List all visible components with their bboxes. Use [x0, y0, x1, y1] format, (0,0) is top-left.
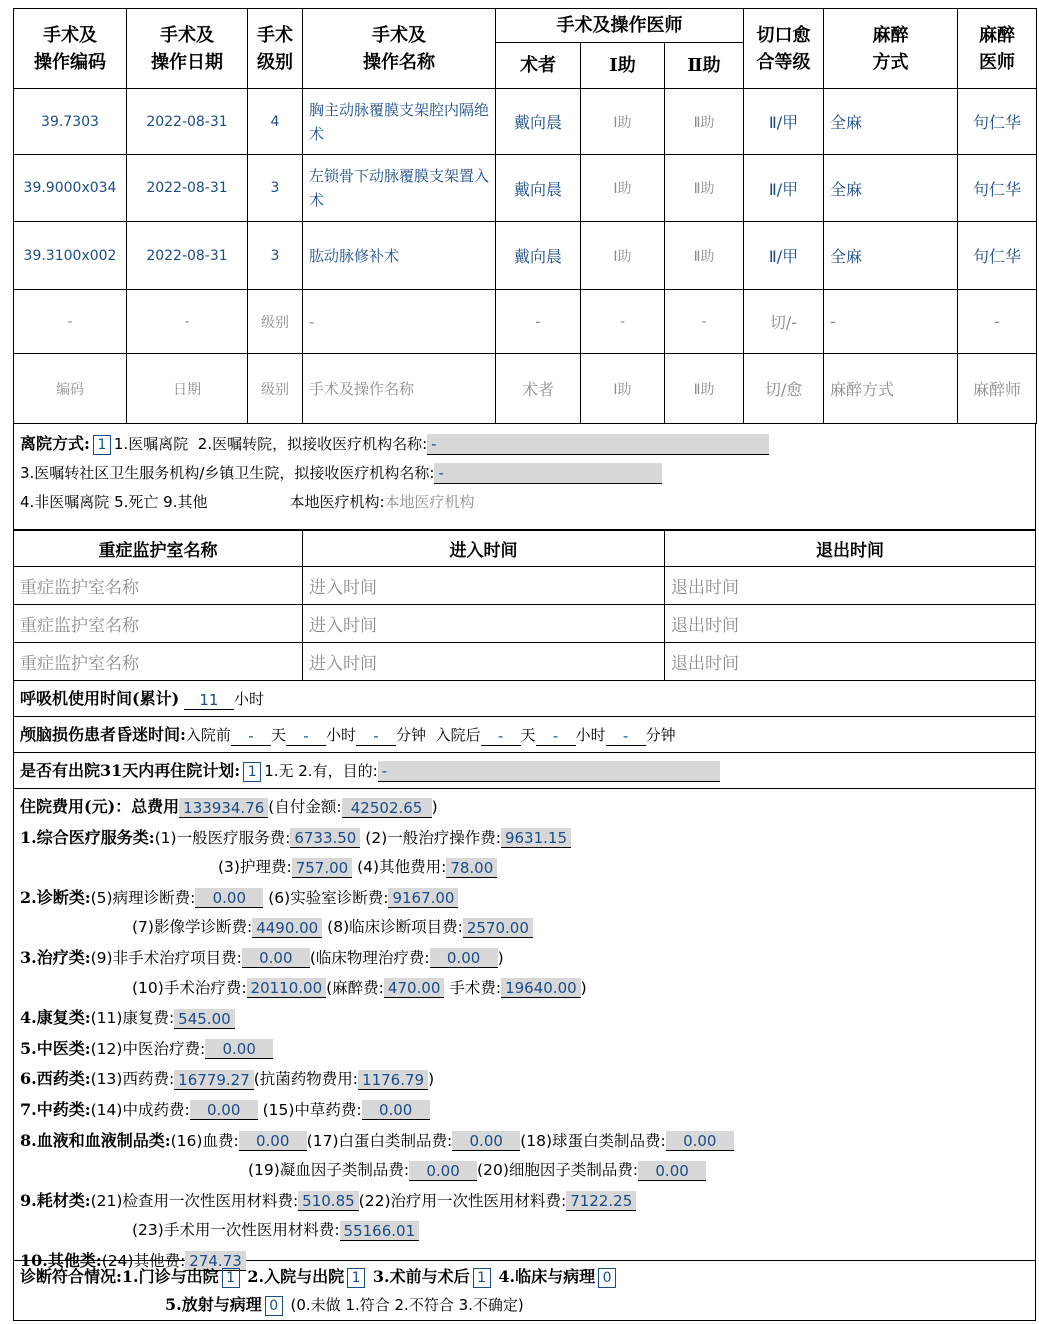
- paren-close: ): [580, 978, 587, 997]
- surgery-anes-doctor-cell[interactable]: 句仁华: [958, 89, 1037, 155]
- cost-item-label: (23)手术用一次性医用材料费:: [132, 1221, 340, 1240]
- coma-label: 颅脑损伤患者昏迷时间:: [20, 725, 186, 744]
- unit-day: 天: [270, 726, 286, 744]
- surgery-anes-method-cell[interactable]: 全麻: [824, 222, 958, 290]
- discharge-opt2: 2.医嘱转院，拟接收医疗机构名称:: [197, 435, 428, 453]
- surgery-asst2-cell[interactable]: Ⅱ助: [665, 89, 744, 155]
- icu-out-field[interactable]: 退出时间: [665, 567, 1036, 605]
- cost-field[interactable]: 6733.50: [290, 828, 360, 848]
- icu-name-field[interactable]: 重症监护室名称: [14, 567, 303, 605]
- diag-field[interactable]: 0: [598, 1268, 616, 1288]
- cost-field[interactable]: 0.00: [362, 1100, 430, 1120]
- cost-item-label: (18)球蛋白类制品费:: [520, 1131, 666, 1150]
- cost-field[interactable]: 9631.15: [501, 828, 571, 848]
- local-institution-label: 本地医疗机构:: [289, 493, 385, 511]
- surgery-incision-cell[interactable]: Ⅱ/甲: [744, 222, 824, 290]
- costs-section: [13, 789, 1036, 1271]
- cost-field[interactable]: 55166.01: [340, 1221, 420, 1241]
- col-header-doctors: 手术及操作医师: [496, 9, 744, 43]
- self-pay-label: (自付金额:: [268, 798, 342, 816]
- surgery-anes-doctor-cell[interactable]: 麻醉师: [958, 354, 1037, 424]
- cat-label: 2.诊断类:: [20, 887, 91, 907]
- discharge-section: [13, 424, 1036, 530]
- icu-in-field[interactable]: 进入时间: [303, 605, 665, 643]
- cost-item-label: (19)凝血因子类制品费:: [248, 1161, 410, 1180]
- surgery-incision-cell[interactable]: 切/-: [744, 290, 824, 354]
- cost-field[interactable]: 0.00: [666, 1131, 734, 1151]
- cost-item-label: (22)治疗用一次性医用材料费:: [358, 1191, 567, 1210]
- discharge-opt3: 3.医嘱转社区卫生服务机构/乡镇卫生院，拟接收医疗机构名称:: [20, 464, 435, 482]
- discharge-label: 离院方式:: [20, 434, 90, 453]
- community-institution-field[interactable]: -: [434, 463, 662, 484]
- surgery-date-cell[interactable]: 2022-08-31: [127, 155, 248, 222]
- diag-field[interactable]: 1: [222, 1268, 240, 1288]
- cost-item-label: (20)细胞因子类制品费:: [477, 1161, 639, 1180]
- total-cost-field[interactable]: 133934.76: [179, 798, 268, 818]
- cost-item-label: (14)中成药费:: [90, 1100, 190, 1119]
- surgery-anes-method-cell[interactable]: 麻醉方式: [824, 354, 958, 424]
- surgery-asst1-cell[interactable]: Ⅰ助: [581, 89, 665, 155]
- medical-record-form: [13, 8, 1036, 1321]
- readmit-section: [13, 753, 1036, 789]
- cost-item-label: (3)护理费:: [218, 858, 292, 877]
- surgery-code-cell[interactable]: 39.3100x002: [14, 222, 127, 290]
- cost-item-label: (21)检查用一次性医用材料费:: [90, 1191, 299, 1210]
- cat-label: 10.其他类:: [20, 1250, 102, 1270]
- surgery-level-cell[interactable]: 3: [248, 155, 303, 222]
- cost-item-label: (2)一般治疗操作费:: [365, 828, 501, 847]
- cat-label: 5.中医类:: [20, 1038, 91, 1058]
- col-header-code: 手术及 操作编码: [14, 9, 127, 89]
- diag-item-label: 1.门诊与出院: [121, 1267, 219, 1286]
- cost-item-label: (9)非手术治疗项目费:: [90, 948, 242, 967]
- transfer-institution-field[interactable]: -: [427, 434, 769, 455]
- coma-after-day-field[interactable]: -: [481, 726, 521, 746]
- self-pay-field[interactable]: 42502.65: [342, 798, 432, 818]
- cost-item-label: (8)临床诊断项目费:: [327, 918, 463, 937]
- cost-item-label: (6)实验室诊断费:: [268, 888, 389, 907]
- surgery-row: [14, 354, 1037, 424]
- cost-field[interactable]: 9167.00: [388, 888, 458, 908]
- surgery-code-cell[interactable]: 39.7303: [14, 89, 127, 155]
- unit-minute: 分钟: [395, 726, 426, 744]
- local-institution-field[interactable]: 本地医疗机构: [384, 493, 475, 511]
- coma-before-min-field[interactable]: -: [356, 726, 396, 746]
- cost-field[interactable]: 545.00: [174, 1009, 235, 1029]
- cost-item-label: (10)手术治疗费:: [132, 978, 247, 997]
- cost-item-label: (麻醉费:: [326, 978, 384, 997]
- surgery-level-cell[interactable]: 级别: [248, 354, 303, 424]
- icu-out-field[interactable]: 退出时间: [665, 605, 1036, 643]
- icu-header-name: 重症监护室名称: [14, 531, 303, 567]
- cost-item-label: (7)影像学诊断费:: [132, 918, 253, 937]
- col-header-incision: 切口愈 合等级: [744, 9, 824, 89]
- diag-item-label: 3.术前与术后: [372, 1267, 470, 1286]
- cost-field[interactable]: 78.00: [446, 858, 497, 878]
- ventilator-unit: 小时: [233, 690, 264, 708]
- diag-item-label: 4.临床与病理: [498, 1267, 596, 1286]
- coma-after-hour-field[interactable]: -: [536, 726, 576, 746]
- surgery-name-cell[interactable]: -: [303, 290, 496, 354]
- surgery-table: [13, 8, 1037, 424]
- icu-table: [13, 530, 1036, 681]
- surgery-code-cell[interactable]: 编码: [14, 354, 127, 424]
- cost-field[interactable]: 7122.25: [566, 1191, 636, 1211]
- surgery-anes-doctor-cell[interactable]: 句仁华: [958, 222, 1037, 290]
- cost-field[interactable]: 20110.00: [247, 978, 327, 998]
- surgery-asst2-cell[interactable]: Ⅱ助: [665, 155, 744, 222]
- coma-after-label: 入院后: [435, 726, 481, 744]
- cost-field[interactable]: 0.00: [409, 1161, 477, 1181]
- surgery-name-cell[interactable]: 左锁骨下动脉覆膜支架置入术: [303, 155, 496, 222]
- col-header-date: 手术及 操作日期: [127, 9, 248, 89]
- cost-field[interactable]: 1176.79: [358, 1070, 428, 1090]
- cost-field[interactable]: 510.85: [298, 1191, 359, 1211]
- surgery-row: [14, 89, 1037, 155]
- total-cost-label: 住院费用(元)：总费用: [20, 797, 180, 816]
- surgery-asst1-cell[interactable]: Ⅰ助: [581, 222, 665, 290]
- cost-field[interactable]: 0.00: [638, 1161, 706, 1181]
- col-header-name: 手术及 操作名称: [303, 9, 496, 89]
- surgery-incision-cell[interactable]: 切/愈: [744, 354, 824, 424]
- icu-name-field[interactable]: 重症监护室名称: [14, 643, 303, 681]
- diagnosis-section: [13, 1261, 1036, 1321]
- surgery-name-cell[interactable]: 胸主动脉覆膜支架腔内隔绝术: [303, 89, 496, 155]
- cat-label: 3.治疗类:: [20, 947, 91, 967]
- surgery-anes-method-cell[interactable]: 全麻: [824, 155, 958, 222]
- cost-field[interactable]: 16779.27: [174, 1070, 254, 1090]
- cat-label: 1.综合医疗服务类:: [20, 827, 155, 847]
- cost-field[interactable]: 0.00: [242, 948, 310, 968]
- cost-field[interactable]: 0.00: [190, 1100, 258, 1120]
- surgery-row: [14, 290, 1037, 354]
- surgery-row: [14, 155, 1037, 222]
- cost-field[interactable]: 2570.00: [463, 918, 533, 938]
- surgery-asst2-cell[interactable]: Ⅱ助: [665, 354, 744, 424]
- surgery-surgeon-cell[interactable]: 戴向晨: [496, 89, 581, 155]
- icu-in-field[interactable]: 进入时间: [303, 643, 665, 681]
- surgery-surgeon-cell[interactable]: -: [496, 290, 581, 354]
- cost-item-label: (15)中草药费:: [262, 1100, 362, 1119]
- diag-field[interactable]: 1: [347, 1268, 365, 1288]
- surgery-asst2-cell[interactable]: -: [665, 290, 744, 354]
- surgery-incision-cell[interactable]: Ⅱ/甲: [744, 89, 824, 155]
- cost-field[interactable]: 274.73: [185, 1251, 246, 1271]
- surgery-date-cell[interactable]: 2022-08-31: [127, 222, 248, 290]
- cost-field[interactable]: 19640.00: [501, 978, 581, 998]
- surgery-incision-cell[interactable]: Ⅱ/甲: [744, 155, 824, 222]
- cost-field[interactable]: 757.00: [292, 858, 353, 878]
- diag-item-label: 5.放射与病理: [165, 1295, 262, 1314]
- surgery-date-cell[interactable]: 日期: [127, 354, 248, 424]
- surgery-asst1-cell[interactable]: Ⅰ助: [581, 354, 665, 424]
- col-header-surgeon: 术者: [496, 43, 581, 89]
- diag-field[interactable]: 0: [265, 1296, 283, 1316]
- cost-item-label: (11)康复费:: [90, 1009, 175, 1028]
- icu-out-field[interactable]: 退出时间: [665, 643, 1036, 681]
- surgery-rows: [14, 89, 1037, 424]
- cost-field[interactable]: 4490.00: [252, 918, 322, 938]
- cat-label: 6.西药类:: [20, 1069, 91, 1089]
- cat-label: 4.康复类:: [20, 1008, 91, 1028]
- surgery-code-cell[interactable]: -: [14, 290, 127, 354]
- surgery-date-cell[interactable]: -: [127, 290, 248, 354]
- unit-day: 天: [520, 726, 536, 744]
- surgery-row: [14, 222, 1037, 290]
- col-header-level: 手术 级别: [248, 9, 303, 89]
- coma-after-min-field[interactable]: -: [606, 726, 646, 746]
- diagnosis-label: 诊断符合情况:: [20, 1267, 122, 1286]
- paren-close: ): [497, 948, 504, 967]
- icu-header-out: 退出时间: [665, 531, 1036, 567]
- cat-label: 8.血液和血液制品类:: [20, 1130, 171, 1150]
- ventilator-label: 呼吸机使用时间(累计): [20, 689, 180, 708]
- cat-label: 7.中药类:: [20, 1099, 91, 1119]
- readmit-plan-field[interactable]: 1: [243, 762, 261, 782]
- readmit-purpose-field[interactable]: -: [378, 761, 720, 782]
- paren-close: ): [428, 1070, 435, 1089]
- surgery-code-cell[interactable]: 39.9000x034: [14, 155, 127, 222]
- coma-before-label: 入院前: [185, 726, 231, 744]
- ventilator-hours-field[interactable]: 11: [184, 690, 234, 710]
- cost-item-label: (临床物理治疗费:: [309, 948, 430, 967]
- surgery-level-cell[interactable]: 级别: [248, 290, 303, 354]
- diag-field[interactable]: 1: [473, 1268, 491, 1288]
- surgery-name-cell[interactable]: 手术及操作名称: [303, 354, 496, 424]
- icu-name-field[interactable]: 重症监护室名称: [14, 605, 303, 643]
- surgery-asst1-cell[interactable]: Ⅰ助: [581, 155, 665, 222]
- cost-field[interactable]: 0.00: [195, 888, 263, 908]
- cost-item-label: (13)西药费:: [90, 1070, 175, 1089]
- cost-item-label: (抗菌药物费用:: [253, 1070, 359, 1089]
- cost-item-label: (4)其他费用:: [357, 858, 447, 877]
- cost-item-label: (17)白蛋白类制品费:: [306, 1131, 453, 1150]
- cost-item-label: (1)一般医疗服务费:: [154, 828, 291, 847]
- unit-hour: 小时: [575, 726, 606, 744]
- surgery-level-cell[interactable]: 4: [248, 89, 303, 155]
- surgery-anes-doctor-cell[interactable]: -: [958, 290, 1037, 354]
- readmit-options: 1.无 2.有，目的:: [264, 762, 378, 780]
- cost-field[interactable]: 0.00: [430, 948, 498, 968]
- diag-legend: (0.未做 1.符合 2.不符合 3.不确定): [290, 1296, 524, 1314]
- cost-item-label: 手术费:: [449, 978, 502, 997]
- surgery-name-cell[interactable]: 肱动脉修补术: [303, 222, 496, 290]
- surgery-anes-doctor-cell[interactable]: 句仁华: [958, 155, 1037, 222]
- cost-field[interactable]: 0.00: [452, 1131, 520, 1151]
- cost-field[interactable]: 470.00: [384, 978, 445, 998]
- ventilator-section: [13, 681, 1036, 717]
- cat-label: 9.耗材类:: [20, 1190, 91, 1210]
- icu-in-field[interactable]: 进入时间: [303, 567, 665, 605]
- diag-item-label: 2.入院与出院: [247, 1267, 345, 1286]
- unit-hour: 小时: [325, 726, 356, 744]
- coma-section: [13, 717, 1036, 753]
- surgery-anes-method-cell[interactable]: -: [824, 290, 958, 354]
- surgery-surgeon-cell[interactable]: 戴向晨: [496, 222, 581, 290]
- discharge-mode-field[interactable]: 1: [93, 435, 111, 455]
- discharge-opt4: 4.非医嘱离院 5.死亡 9.其他: [20, 493, 208, 511]
- surgery-anes-method-cell[interactable]: 全麻: [824, 89, 958, 155]
- col-header-anes-method: 麻醉 方式: [824, 9, 958, 89]
- surgery-date-cell[interactable]: 2022-08-31: [127, 89, 248, 155]
- cost-field[interactable]: 0.00: [205, 1039, 273, 1059]
- coma-before-day-field[interactable]: -: [231, 726, 271, 746]
- cost-item-label: (5)病理诊断费:: [90, 888, 196, 907]
- surgery-level-cell[interactable]: 3: [248, 222, 303, 290]
- cost-item-label: (16)血费:: [170, 1131, 239, 1150]
- coma-before-hour-field[interactable]: -: [286, 726, 326, 746]
- discharge-opt1: 1.医嘱离院: [113, 435, 189, 453]
- cost-field[interactable]: 0.00: [239, 1131, 307, 1151]
- surgery-asst1-cell[interactable]: -: [581, 290, 665, 354]
- col-header-anes-doctor: 麻醉 医师: [958, 9, 1037, 89]
- unit-minute: 分钟: [645, 726, 676, 744]
- paren-close: ): [431, 798, 438, 816]
- col-header-asst1: Ⅰ助: [581, 43, 665, 89]
- surgery-surgeon-cell[interactable]: 戴向晨: [496, 155, 581, 222]
- icu-header-in: 进入时间: [303, 531, 665, 567]
- surgery-asst2-cell[interactable]: Ⅱ助: [665, 222, 744, 290]
- cost-item-label: (24)其他费:: [101, 1251, 186, 1270]
- readmit-label: 是否有出院31天内再住院计划:: [20, 761, 241, 780]
- cost-item-label: (12)中医治疗费:: [90, 1039, 206, 1058]
- surgery-surgeon-cell[interactable]: 术者: [496, 354, 581, 424]
- col-header-asst2: Ⅱ助: [665, 43, 744, 89]
